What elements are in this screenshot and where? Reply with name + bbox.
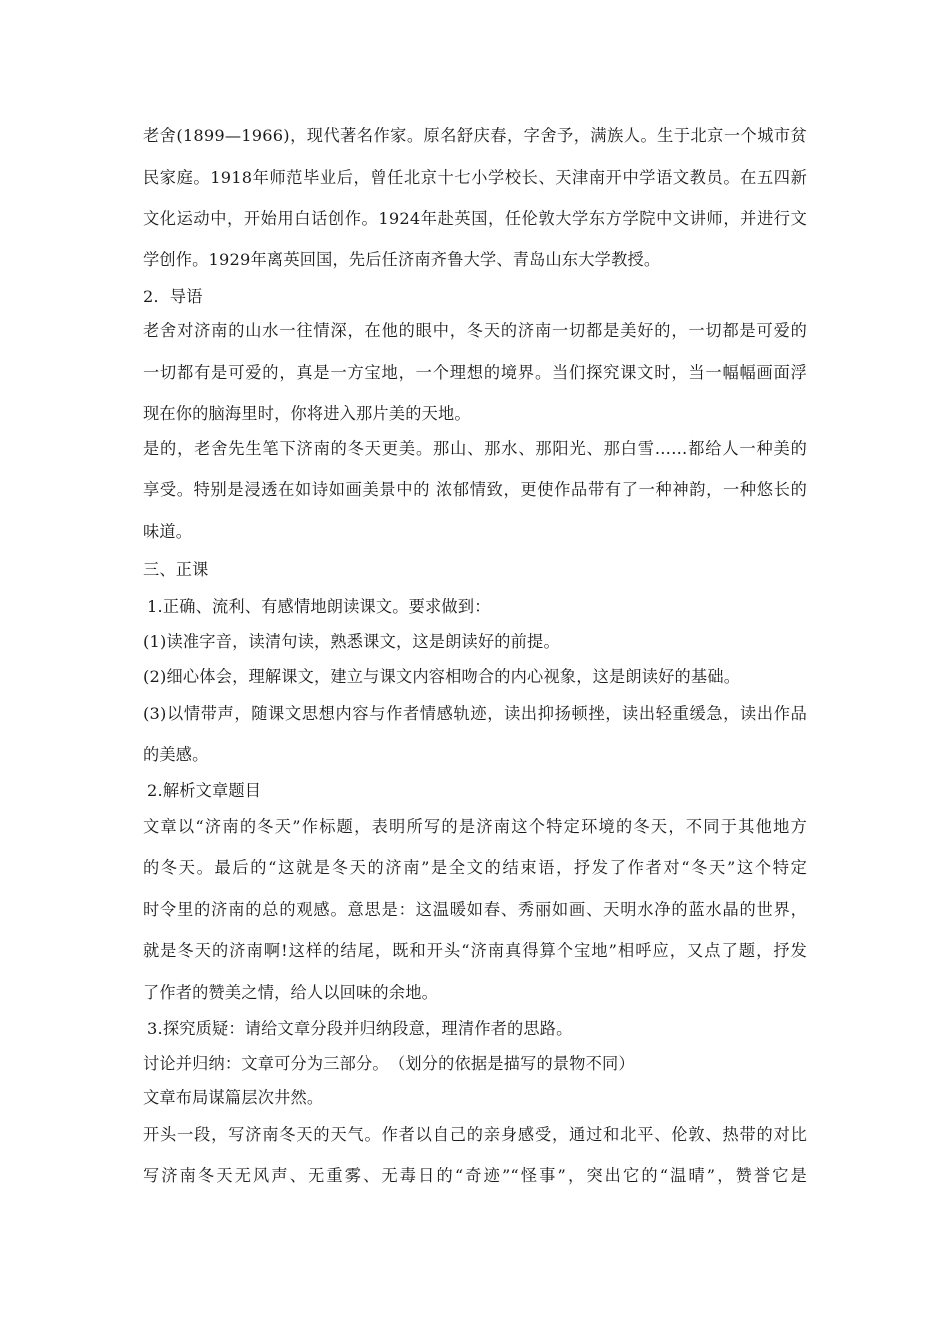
section-heading: 2．导语	[143, 287, 203, 306]
text-line: 老舍(1899—1966)，现代著名作家。原名舒庆春，字舍予，满族人。生于北京一个城市贫	[143, 126, 807, 145]
text-line: 的美感。	[143, 745, 209, 764]
text-line: 享受。特别是浸透在如诗如画美景中的 浓郁情致，更使作品带有了一种神韵，一种悠长的	[143, 480, 807, 499]
text-line: 就是冬天的济南啊!这样的结尾，既和开头“济南真得算个宝地”相呼应，又点了题，抒发	[143, 941, 807, 960]
text-line: 的冬天。最后的“这就是冬天的济南”是全文的结束语，抒发了作者对“冬天”这个特定	[143, 858, 807, 877]
text-line: 味道。	[143, 522, 193, 541]
section-heading: 三、正课	[143, 560, 209, 579]
text-line: 民家庭。1918年师范毕业后，曾任北京十七小学校长、天津南开中学语文教员。在五四新	[143, 168, 807, 187]
list-item-heading: 3.探究质疑：请给文章分段并归纳段意，理清作者的思路。	[147, 1019, 573, 1038]
text-line: 文章布局谋篇层次井然。	[143, 1088, 324, 1107]
text-line: 了作者的赞美之情，给人以回味的余地。	[143, 983, 438, 1002]
text-line: 文化运动中，开始用白话创作。1924年赴英国，任伦敦大学东方学院中文讲师，并进行文	[143, 209, 807, 228]
list-item: (2)细心体会，理解课文，建立与课文内容相吻合的内心视象，这是朗读好的基础。	[143, 667, 741, 686]
list-item: (1)读准字音，读清句读，熟悉课文，这是朗读好的前提。	[143, 632, 560, 651]
text-line: 文章以“济南的冬天”作标题，表明所写的是济南这个特定环境的冬天，不同于其他地方	[143, 817, 807, 836]
text-line: 学创作。1929年离英回国，先后任济南齐鲁大学、青岛山东大学教授。	[143, 250, 661, 269]
text-line: 写济南冬天无风声、无重雾、无毒日的“奇迹”“怪事”，突出它的“温晴”，赞誉它是	[143, 1166, 807, 1185]
text-line: 时令里的济南的总的观感。意思是：这温暖如春、秀丽如画、天明水净的蓝水晶的世界，	[143, 900, 807, 919]
text-line: 现在你的脑海里时，你将进入那片美的天地。	[143, 404, 471, 423]
list-item-heading: 2.解析文章题目	[147, 781, 262, 800]
text-line: 一切都有是可爱的，真是一方宝地，一个理想的境界。当们探究课文时，当一幅幅画面浮	[143, 363, 807, 382]
text-line: 是的，老舍先生笔下济南的冬天更美。那山、那水、那阳光、那白雪……都给人一种美的	[143, 439, 807, 458]
list-item: (3)以情带声，随课文思想内容与作者情感轨迹，读出抑扬顿挫，读出轻重缓急，读出作品	[143, 704, 807, 723]
text-line: 讨论并归纳：文章可分为三部分。 （划分的依据是描写的景物不同）	[143, 1054, 635, 1073]
text-line: 老舍对济南的山水一往情深，在他的眼中，冬天的济南一切都是美好的，一切都是可爱的	[143, 321, 807, 340]
text-line: 开头一段，写济南冬天的天气。作者以自己的亲身感受，通过和北平、伦敦、热带的对比	[143, 1125, 807, 1144]
list-item-heading: 1.正确、流利、有感情地朗读课文。要求做到：	[147, 597, 491, 616]
